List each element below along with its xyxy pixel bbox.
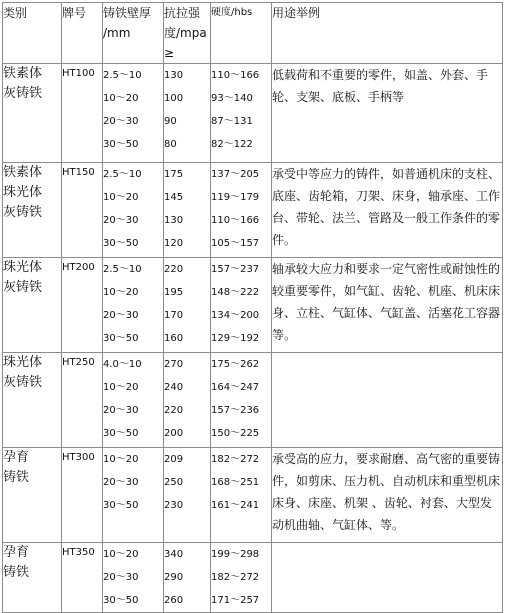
header-usage: 用途举例 — [272, 3, 503, 64]
header-category: 类别 — [3, 3, 62, 64]
usage-cell — [272, 353, 503, 448]
usage-cell: 轴承较大应力和要求一定气密性或耐蚀性的较重要零件，如气缸、齿轮、机座、机床床身、立柱、气缸体、气缸盖、活塞花工容器等。 — [272, 258, 503, 353]
category-cell: 珠光体 灰铸铁 — [3, 258, 62, 353]
header-grade: 牌号 — [62, 3, 103, 64]
grade-cell: HT150 — [62, 163, 103, 258]
hardness-cell: 175～262 164～247 157～236 150～225 — [211, 353, 272, 448]
strength-cell: 175 145 130 120 — [164, 163, 211, 258]
table-row — [3, 448, 503, 543]
table-row — [3, 258, 503, 353]
strength-cell: 209 250 230 — [164, 448, 211, 543]
strength-cell: 340 290 260 — [164, 543, 211, 613]
thickness-cell: 4.0～10 10～20 20～30 30～50 — [103, 353, 164, 448]
hardness-cell: 137～205 119～179 110～166 105～157 — [211, 163, 272, 258]
usage-cell — [272, 543, 503, 613]
thickness-cell: 10～20 20～30 30～50 — [103, 448, 164, 543]
table-row — [3, 163, 503, 258]
strength-cell: 270 240 220 200 — [164, 353, 211, 448]
category-cell: 孕育 铸铁 — [3, 448, 62, 543]
category-cell: 铁素体 灰铸铁 — [3, 64, 62, 163]
grade-cell: HT100 — [62, 64, 103, 163]
hardness-cell: 157～237 148～222 134～200 129～192 — [211, 258, 272, 353]
grade-cell: HT250 — [62, 353, 103, 448]
header-strength: 抗拉强 度/mpa ≥ — [164, 3, 211, 64]
usage-cell: 低载荷和不重要的零件，如盖、外套、手轮、支架、底板、手柄等 — [272, 64, 503, 163]
strength-cell: 220 195 170 160 — [164, 258, 211, 353]
thickness-cell: 10～20 20～30 30～50 — [103, 543, 164, 613]
category-cell: 铁素体 珠光体 灰铸铁 — [3, 163, 62, 258]
usage-cell: 承受中等应力的铸件，如普通机床的支柱、底座、齿轮箱，刀架、床身，轴承座、工作台、带轮、法兰、管路及一般工作条件的零件。 — [272, 163, 503, 258]
grade-cell: HT200 — [62, 258, 103, 353]
strength-cell: 130 100 90 80 — [164, 64, 211, 163]
header-thickness: 铸铁壁厚 /mm — [103, 3, 164, 64]
hardness-cell: 110～166 93～140 87～131 82～122 — [211, 64, 272, 163]
grade-cell: HT300 — [62, 448, 103, 543]
cast-iron-grades-table — [2, 2, 503, 613]
table-row — [3, 353, 503, 448]
grade-cell: HT350 — [62, 543, 103, 613]
thickness-cell: 2.5～10 10～20 20～30 30～50 — [103, 163, 164, 258]
hardness-cell: 199～298 182～272 171～257 — [211, 543, 272, 613]
hardness-cell: 182～272 168～251 161～241 — [211, 448, 272, 543]
header-hardness: 硬度/hbs — [211, 3, 272, 64]
usage-cell: 承受高的应力，要求耐磨、高气密的重要铸件，如剪床、压力机、自动机床和重型机床床身、床座、机架 、齿轮、衬套、大型发动机曲轴、气缸体、等。 — [272, 448, 503, 543]
category-cell: 珠光体 灰铸铁 — [3, 353, 62, 448]
header-row — [3, 3, 503, 64]
table-row — [3, 64, 503, 163]
category-cell: 孕育 铸铁 — [3, 543, 62, 613]
table-row — [3, 543, 503, 613]
thickness-cell: 2.5～10 10～20 20～30 30～50 — [103, 64, 164, 163]
thickness-cell: 2.5～10 10～20 20～30 30～50 — [103, 258, 164, 353]
